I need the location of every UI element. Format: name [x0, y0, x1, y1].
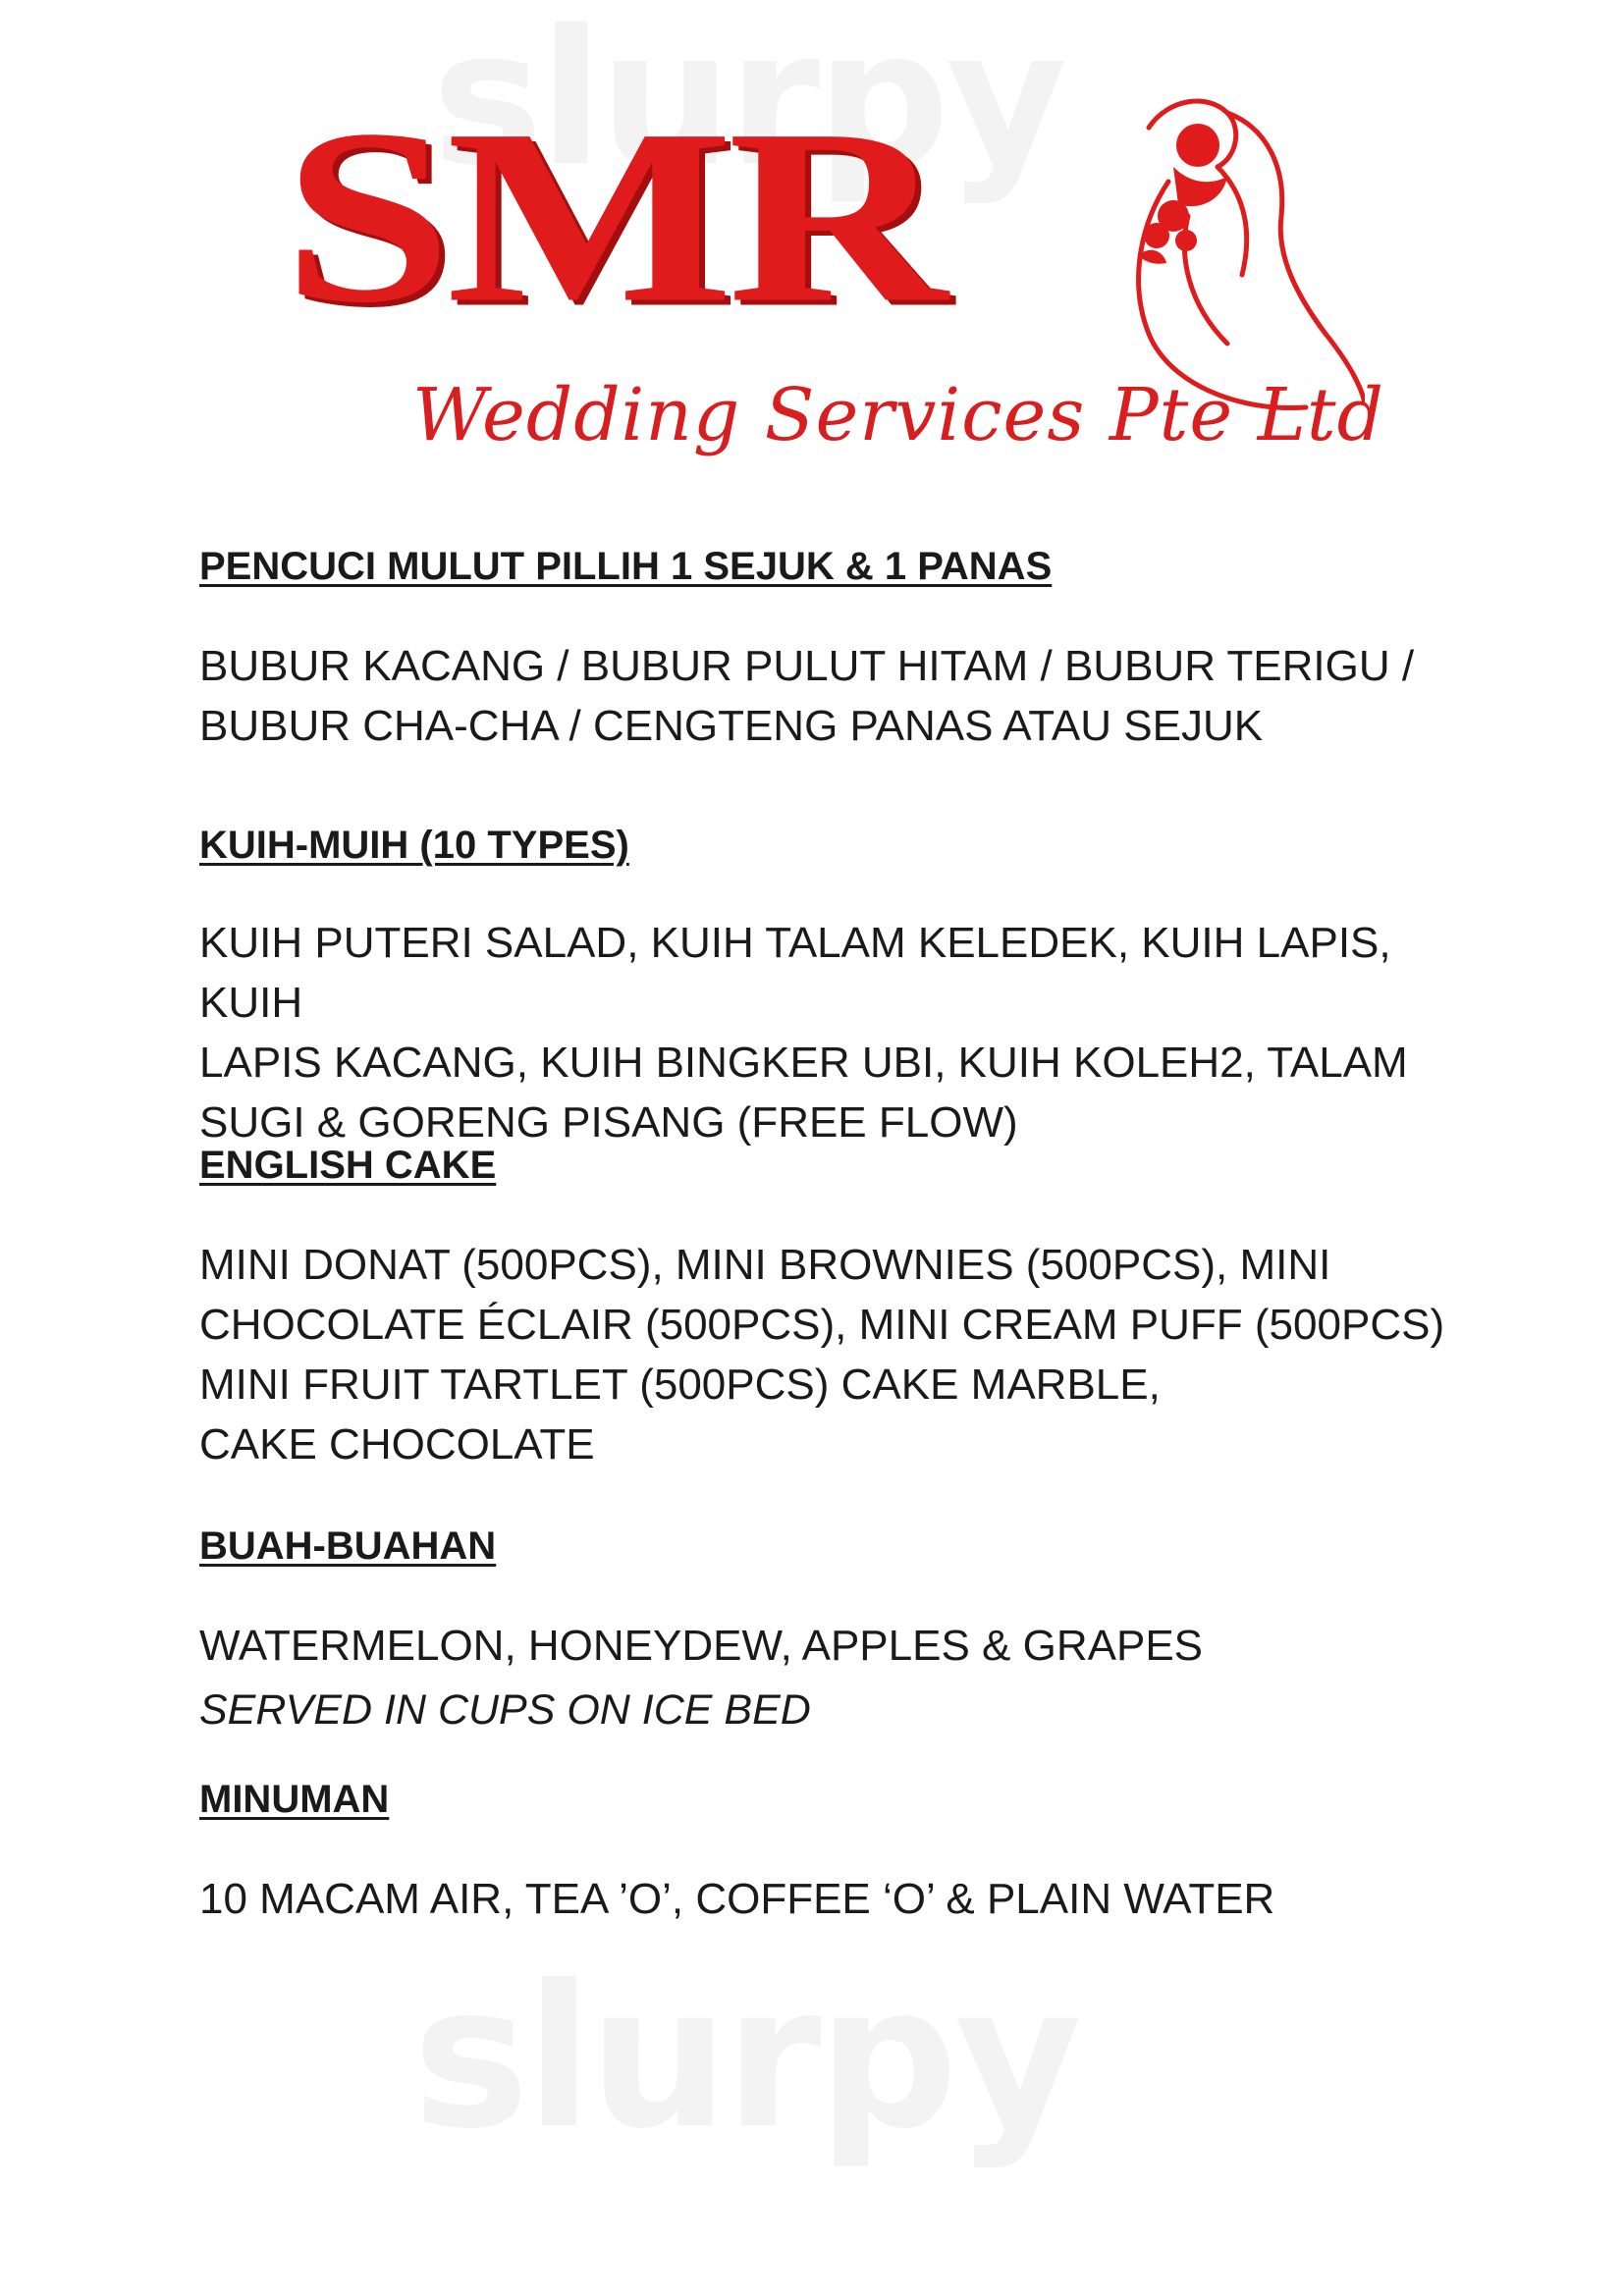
section-minuman: [199, 1771, 1495, 1929]
menu-line: CHOCOLATE ÉCLAIR (500PCS), MINI CREAM PUFF (500PCS): [199, 1301, 1445, 1349]
section-heading: BUAH-BUAHAN: [199, 1524, 497, 1568]
logo-wordmark: SMR: [283, 79, 942, 355]
menu-line: CAKE CHOCOLATE: [199, 1420, 595, 1468]
bride-groom-icon: [1080, 88, 1365, 422]
menu-line: SUGI & GORENG PISANG (FREE FLOW): [199, 1098, 1018, 1147]
section-heading: PENCUCI MULUT PILLIH 1 SEJUK & 1 PANAS: [199, 545, 1053, 588]
section-english-cake: [199, 1137, 1495, 1474]
menu-line: WATERMELON, HONEYDEW, APPLES & GRAPES: [199, 1622, 1204, 1670]
menu-line: BUBUR CHA-CHA / CENGTENG PANAS ATAU SEJUK: [199, 702, 1264, 750]
menu-line: LAPIS KACANG, KUIH BINGKER UBI, KUIH KOLEH2, TALAM: [199, 1039, 1408, 1087]
section-heading: KUIH-MUIH (10 TYPES): [199, 824, 629, 867]
menu-line: KUIH PUTERI SALAD, KUIH TALAM KELEDEK, KUIH LAPIS, KUIH: [199, 919, 1391, 1027]
watermark-bottom: [412, 1944, 1078, 2172]
section-pencuci-mulut: [199, 538, 1495, 756]
logo-subtitle: Wedding Services Pte Ltd: [412, 373, 1384, 457]
menu-note: SERVED IN CUPS ON ICE BED: [199, 1686, 811, 1734]
menu-line: MINI FRUIT TARTLET (500PCS) CAKE MARBLE,: [199, 1361, 1161, 1409]
menu-line: BUBUR KACANG / BUBUR PULUT HITAM / BUBUR TERIGU /: [199, 642, 1415, 690]
menu-line: 10 MACAM AIR, TEA ’O’, COFFEE ‘O’ & PLAIN WATER: [199, 1875, 1275, 1923]
company-logo: [265, 79, 1384, 510]
section-heading: MINUMAN: [199, 1778, 390, 1821]
section-buah-buahan: [199, 1518, 1495, 1744]
menu-line: MINI DONAT (500PCS), MINI BROWNIES (500PCS), MINI: [199, 1241, 1331, 1289]
section-kuih-muih: [199, 817, 1495, 1152]
section-heading: ENGLISH CAKE: [199, 1144, 497, 1187]
